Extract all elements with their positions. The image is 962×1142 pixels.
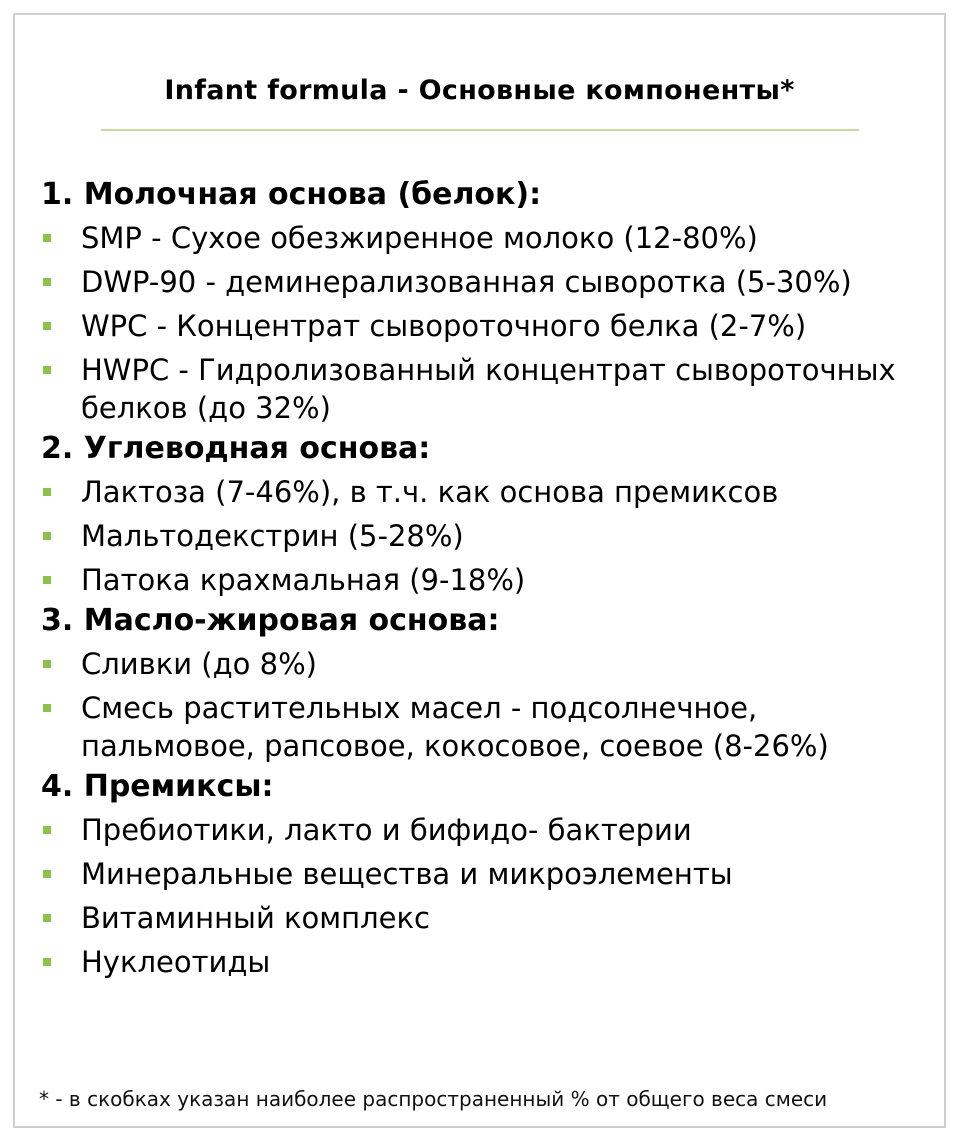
square-bullet-icon: [43, 914, 51, 922]
section-heading: 3. Масло-жировая основа:: [41, 603, 500, 638]
section-milk-base: [41, 177, 931, 427]
item-text: DWP-90 - деминерализованная сыворотка (5-30%): [81, 265, 852, 299]
square-bullet-icon: [43, 576, 51, 584]
list-item: [41, 307, 931, 345]
list-item: [41, 351, 931, 427]
slide-frame: [13, 13, 946, 1128]
list-item: [41, 855, 931, 893]
square-bullet-icon: [43, 234, 51, 242]
square-bullet-icon: [43, 532, 51, 540]
square-bullet-icon: [43, 322, 51, 330]
section-fat-base: [41, 603, 931, 765]
item-text: Минеральные вещества и микроэлементы: [81, 857, 733, 891]
section-premixes: [41, 769, 931, 981]
item-list: [41, 645, 931, 765]
list-item: [41, 473, 931, 511]
square-bullet-icon: [43, 278, 51, 286]
item-text: Лактоза (7-46%), в т.ч. как основа премиксов: [81, 475, 779, 509]
section-heading: 2. Углеводная основа:: [41, 431, 431, 466]
item-text: Мальтодекстрин (5-28%): [81, 519, 464, 553]
item-list: [41, 473, 931, 599]
section-carbohydrate-base: [41, 431, 931, 599]
item-text: WPC - Концентрат сывороточного белка (2-7%): [81, 309, 807, 343]
list-item: [41, 561, 931, 599]
title-divider: [101, 129, 859, 131]
list-item: [41, 219, 931, 257]
section-heading: 4. Премиксы:: [41, 769, 274, 804]
item-text: Смесь растительных масел - подсолнечное, пальмовое, рапсовое, кокосовое, соевое (8-26%): [81, 691, 829, 763]
item-text: Сливки (до 8%): [81, 647, 317, 681]
footnote: * - в скобках указан наиболее распространенный % от общего веса смеси: [39, 1087, 828, 1111]
list-item: [41, 263, 931, 301]
item-text: Пребиотики, лакто и бифидо- бактерии: [81, 813, 692, 847]
item-text: HWPC - Гидролизованный концентрат сывороточных белков (до 32%): [81, 353, 896, 425]
item-text: Патока крахмальная (9-18%): [81, 563, 526, 597]
list-item: [41, 943, 931, 981]
item-text: Нуклеотиды: [81, 945, 271, 979]
list-item: [41, 689, 931, 765]
square-bullet-icon: [43, 488, 51, 496]
square-bullet-icon: [43, 366, 51, 374]
square-bullet-icon: [43, 870, 51, 878]
item-text: Витаминный комплекс: [81, 901, 430, 935]
item-text: SMP - Сухое обезжиренное молоко (12-80%): [81, 221, 758, 255]
square-bullet-icon: [43, 704, 51, 712]
item-list: [41, 811, 931, 981]
page-title: Infant formula - Основные компоненты*: [164, 75, 795, 106]
square-bullet-icon: [43, 660, 51, 668]
list-item: [41, 645, 931, 683]
components-list: [41, 177, 931, 981]
list-item: [41, 811, 931, 849]
list-item: [41, 899, 931, 937]
square-bullet-icon: [43, 958, 51, 966]
item-list: [41, 219, 931, 427]
list-item: [41, 517, 931, 555]
square-bullet-icon: [43, 826, 51, 834]
section-heading: 1. Молочная основа (белок):: [41, 177, 542, 212]
